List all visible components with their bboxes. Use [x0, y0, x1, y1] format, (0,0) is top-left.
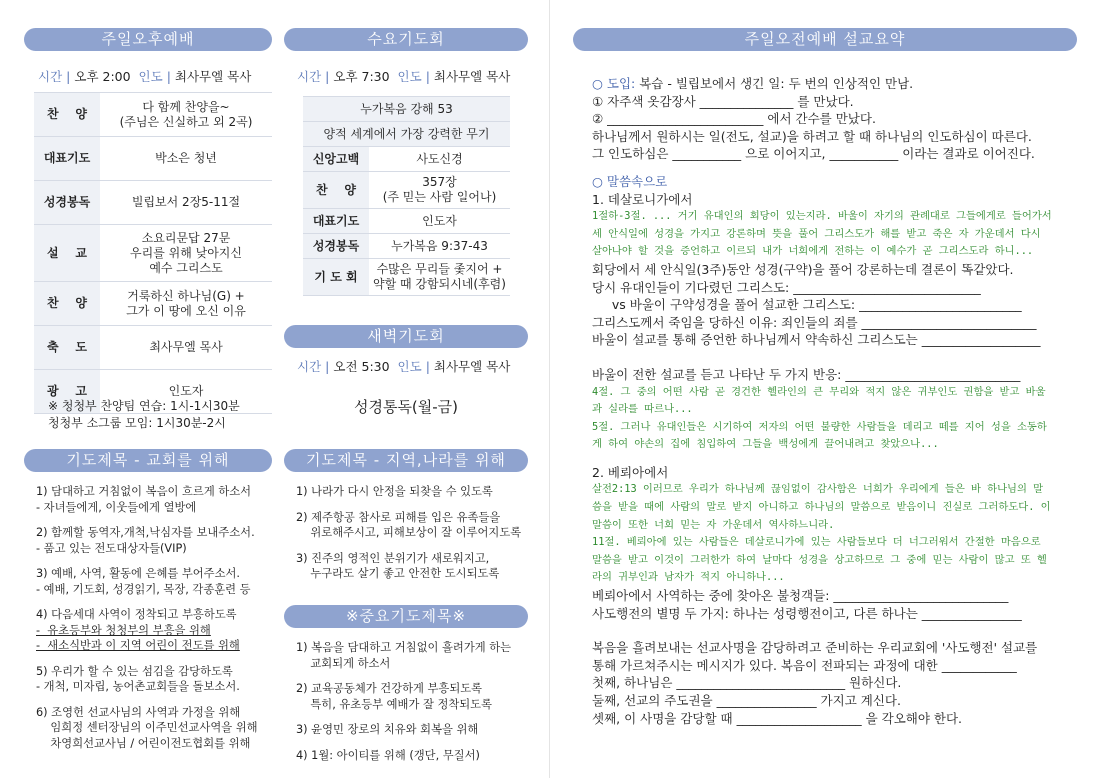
- closing-line: 통해 가르쳐주시는 메시지가 있다. 복음이 전파되는 과정에 대한 ____________: [592, 657, 1017, 673]
- prayer-line: - 예배, 기도회, 성경읽기, 목장, 각종훈련 등: [36, 582, 251, 596]
- sunday-pm-info: 시간 | 오후 2:00 인도 | 최사무엘 목사: [38, 69, 252, 84]
- order-item-label: 찬 양: [34, 282, 100, 326]
- order-header-cell: 누가복음 강해 53: [303, 97, 510, 122]
- order-item-label: 성경봉독: [303, 234, 369, 259]
- prayer-item: [296, 484, 521, 500]
- order-item-value: [100, 137, 272, 181]
- order-item-value: [100, 93, 272, 137]
- prayer-item: [296, 640, 511, 671]
- leader-label: 인도: [397, 69, 422, 84]
- prayer-line: 2) 함께할 동역자,개척,낙심자를 보내주소서.: [36, 526, 255, 539]
- order-header-cell: 양적 세계에서 가장 강력한 무기: [303, 122, 510, 147]
- prayer-item: [36, 705, 258, 752]
- prayer-line: 2) 제주항공 참사로 피해를 입은 유족들을: [296, 510, 501, 524]
- sunday-pm-header: 주일오후예배: [24, 28, 272, 51]
- time-value: 오후 7:30: [333, 69, 390, 84]
- order-item-line: 인도자: [422, 213, 457, 228]
- prayer-item: [296, 681, 511, 712]
- prayer-line: 위로해주시고, 피해보상이 잘 이루어지도록: [296, 526, 522, 539]
- closing-line: 둘째, 선교의 주도권을 ________________ 가지고 계신다.: [592, 693, 901, 708]
- order-item-value: [369, 172, 510, 209]
- intro-line: 그 인도하심은 ___________ 으로 이어지고, ___________ 이라는 결과로 이어진다.: [592, 146, 1035, 162]
- dawn-header: 새벽기도회: [284, 325, 528, 348]
- prayer-item: [296, 748, 511, 764]
- dawn-content: 성경통독(월-금): [353, 398, 459, 416]
- order-row: [303, 172, 510, 209]
- prayer-line: - 자녀들에게, 이웃들에게 열방에: [36, 500, 197, 514]
- prayer-important-header: ※중요기도제목※: [284, 605, 528, 628]
- prayer-line: 차영희선교사님 / 어린이전도협회를 위해: [36, 736, 251, 750]
- prayer-line: - 새소식반과 이 지역 어린이 전도를 위해: [36, 639, 240, 652]
- closing-line: 첫째, 하나님은 ___________________________ 원하신다.: [592, 675, 902, 691]
- prayer-line: 1) 나라가 다시 안정을 되찾을 수 있도록: [296, 485, 493, 498]
- order-item-value: [100, 181, 272, 225]
- prayer-line: 5) 우리가 할 수 있는 섬김을 감당하도록: [36, 664, 233, 678]
- order-row: [303, 259, 510, 296]
- prayer-line: 3) 진주의 영적인 분위기가 새로워지고,: [296, 551, 490, 565]
- time-value: 오후 2:00: [74, 69, 131, 84]
- order-item-line: 박소은 청년: [155, 151, 217, 165]
- part1-line: 회당에서 세 안식일(3주)동안 성경(구약)을 풀어 강론하는데 결론이 똑같았다.: [592, 261, 1014, 277]
- part2-line: 베뢰아에서 사역하는 중에 찾아온 불청객들: ____________________________: [592, 588, 1009, 604]
- order-item-line: 사도신경: [416, 151, 463, 166]
- order-item-value: [100, 225, 272, 282]
- order-header-row: [303, 122, 510, 147]
- prayer-line: 4) 다음세대 사역이 정착되고 부흥하도록: [36, 608, 237, 621]
- sermon-summary: [592, 75, 1052, 727]
- prayer-item: [296, 510, 521, 541]
- order-item-label: 축 도: [34, 326, 100, 370]
- order-item-line: 우리를 위해 낮아지신: [130, 245, 242, 260]
- intro-heading: ○ 도입:: [592, 76, 636, 91]
- order-item-line: 약할 때 강함되시네(후렴): [373, 277, 506, 291]
- leader-value: 최사무엘 목사: [433, 359, 511, 374]
- sunday-pm-order-table: [34, 92, 272, 414]
- order-item-value: [369, 259, 510, 296]
- prayer-nation-list: [296, 484, 521, 592]
- note-line: ※ 청청부 찬양팀 연습: 1시-1시30분: [48, 399, 240, 413]
- prayer-line: 임희정 센터장님의 이주민선교사역을 위해: [36, 721, 258, 734]
- order-item-value: [100, 282, 272, 326]
- prayer-important-list: [296, 640, 511, 773]
- order-item-line: 최사무엘 목사: [149, 340, 223, 354]
- time-value: 오전 5:30: [333, 359, 390, 374]
- order-item-value: [369, 209, 510, 234]
- prayer-church-header: 기도제목 - 교회를 위해: [24, 449, 272, 472]
- part2-line: 사도행전의 별명 두 가지: 하나는 성령행전이고, 다른 하나는 ________________: [592, 605, 1022, 621]
- order-item-label: 성경봉독: [34, 181, 100, 225]
- prayer-item: [36, 664, 258, 695]
- order-item-line: 다 함께 찬양을~: [142, 99, 230, 114]
- order-item-value: [369, 234, 510, 259]
- part1-line: vs 바울이 구약성경을 풀어 설교한 그리스도: __________________________: [592, 297, 1022, 313]
- part2-quote: 살전2:13 이러므로 우리가 하나님께 끊임없이 감사함은 너희가 우리에게 들은 바 하나님의 말씀을 받을 때에 사람의 말로 받지 아니하고 하나님의 말씀으로 받음이니 진실로 그러하도다. 이 말씀이 또한 너희 믿는 자 가운데서 역사하느니라.: [592, 483, 1051, 531]
- order-item-line: 누가복음 9:37-43: [391, 238, 488, 253]
- part1-reaction: 바울이 전한 설교를 듣고 나타난 두 가지 반응: ____________________________: [592, 366, 1021, 382]
- prayer-line: - 유초등부와 청청부의 부흥을 위해: [36, 623, 211, 637]
- order-item-line: 거룩하신 하나님(G) +: [127, 288, 245, 303]
- prayer-nation-header: 기도제목 - 지역,나라를 위해: [284, 449, 528, 472]
- order-item-line: (주님은 신실하고 외 2곡): [119, 114, 253, 129]
- order-row: [303, 234, 510, 259]
- part1-title: 1. 데살로니가에서: [592, 191, 693, 207]
- intro-text: 복습 - 빌립보에서 생긴 일: 두 번의 인상적인 만남.: [635, 76, 914, 91]
- order-item-label: 대표기도: [34, 137, 100, 181]
- sunday-pm-notes: [48, 398, 240, 432]
- order-header-row: [303, 97, 510, 122]
- time-label: 시간: [297, 359, 322, 374]
- sermon-header: 주일오전예배 설교요약: [573, 28, 1077, 51]
- order-item-line: 예수 그리스도: [149, 260, 223, 275]
- leader-label: 인도: [397, 359, 422, 374]
- order-row: [34, 225, 272, 282]
- order-item-label: 기 도 회: [303, 259, 369, 296]
- prayer-line: 교회되게 하소서: [296, 656, 391, 670]
- leader-value: 최사무엘 목사: [433, 69, 511, 84]
- prayer-line: 1) 담대하고 거침없이 복음이 흐르게 하소서: [36, 485, 252, 498]
- prayer-church-list: [36, 484, 258, 761]
- order-item-line: 빌립보서 2장5-11절: [131, 195, 241, 209]
- prayer-line: 특히, 유초등부 예배가 잘 정착되도록: [296, 697, 493, 711]
- intro-line: 하나님께서 원하시는 일(전도, 설교)을 하려고 할 때 하나님의 인도하심이 따른다.: [592, 128, 1032, 144]
- part2-quote2: 11절. 베뢰아에 있는 사람들은 데살로니가에 있는 사람들보다 더 너그러워서 간절한 마음으로 말씀을 받고 이것이 그러한가 하여 날마다 성경을 상고하므로 그 중에 믿는 사람이 많고 또 헬라의 귀부인과 남자가 적지 아니하나...: [592, 536, 1047, 584]
- order-row: [303, 209, 510, 234]
- intro-line: ① 자주색 옷감장사 _______________ 를 만났다.: [592, 93, 854, 109]
- order-item-line: 357장: [422, 175, 457, 189]
- prayer-item: [296, 551, 521, 582]
- order-item-line: 인도자: [168, 384, 204, 398]
- leader-label: 인도: [138, 69, 163, 84]
- time-label: 시간: [38, 69, 63, 84]
- page-divider: [549, 0, 550, 778]
- part1-line: 바울이 설교를 통해 증언한 하나님께서 약속하신 그리스도는 ___________________: [592, 332, 1041, 348]
- part1-line: 당시 유대인들이 기다렸던 그리스도: ______________________________: [592, 279, 981, 295]
- intro-line: ② _________________________ 에서 간수를 만났다.: [592, 111, 876, 127]
- wednesday-order-table: [303, 96, 510, 296]
- prayer-line: 4) 1월: 아이티를 위해 (갱단, 무질서): [296, 748, 480, 762]
- order-row: [34, 137, 272, 181]
- prayer-item: [36, 525, 258, 556]
- prayer-line: 1) 복음을 담대하고 거침없이 흘려가게 하는: [296, 641, 512, 654]
- wednesday-header: 수요기도회: [284, 28, 528, 51]
- prayer-line: 3) 윤영민 장로의 치유와 회복을 위해: [296, 723, 479, 736]
- order-row: [34, 326, 272, 370]
- word-heading: ○ 말씀속으로: [592, 173, 668, 189]
- prayer-line: 누구라도 살기 좋고 안전한 도시되도록: [296, 567, 500, 580]
- note-line: 청청부 소그룹 모임: 1시30분-2시: [48, 416, 226, 430]
- order-row: [303, 147, 510, 172]
- part1-line: 그리스도께서 죽임을 당하신 이유: 죄인들의 죄를 ____________________________: [592, 314, 1037, 330]
- order-row: [34, 93, 272, 137]
- dawn-info: 시간 | 오전 5:30 인도 | 최사무엘 목사: [297, 359, 511, 374]
- order-row: [34, 181, 272, 225]
- prayer-item: [36, 607, 258, 654]
- prayer-line: - 품고 있는 전도대상자들(VIP): [36, 541, 187, 555]
- time-label: 시간: [297, 69, 322, 84]
- part1-quote3: 5절. 그러나 유대인들은 시기하여 저자의 어떤 불량한 사람들을 데리고 떼를 지어 성을 소동하게 하여 야손의 집에 침입하여 그들을 백성에게 끌어내려고 찾았으나...: [592, 420, 1047, 451]
- order-item-line: 소요리문답 27문: [141, 230, 231, 245]
- leader-value: 최사무엘 목사: [174, 69, 252, 84]
- prayer-item: [36, 566, 258, 597]
- prayer-line: 6) 조영헌 선교사님의 사역과 가정을 위해: [36, 705, 241, 719]
- order-item-label: 찬 양: [303, 172, 369, 209]
- prayer-item: [36, 484, 258, 515]
- order-item-label: 광 고: [34, 370, 100, 414]
- closing-line: 복음을 흘려보내는 선교사명을 감당하려고 준비하는 우리교회에 '사도행전' 설교를: [592, 640, 1038, 656]
- prayer-item: [296, 722, 511, 738]
- prayer-line: 3) 예배, 사역, 활동에 은혜를 부어주소서.: [36, 567, 241, 580]
- order-item-line: (주 믿는 사람 일어나): [382, 190, 497, 204]
- order-item-line: 그가 이 땅에 오신 이유: [126, 303, 246, 318]
- part1-quote: 1절하-3절. ... 거기 유대인의 회당이 있는지라. 바울이 자기의 관례대로 그들에게로 들어가서 세 안식일에 성경을 가지고 강론하며 뜻을 풀어 그리스도가 해를 받고 죽은 자 가운데서 다시 살아나야 할 것을 증언하고 이르되 내가 너희에게 전하는 이 예수가 곧 그리스도라 하니...: [592, 210, 1052, 258]
- order-row: [34, 282, 272, 326]
- order-item-label: 대표기도: [303, 209, 369, 234]
- order-item-label: 찬 양: [34, 93, 100, 137]
- wednesday-info: 시간 | 오후 7:30 인도 | 최사무엘 목사: [297, 69, 511, 84]
- prayer-line: - 개척, 미자립, 농어촌교회들을 돌보소서.: [36, 680, 240, 693]
- order-item-label: 신앙고백: [303, 147, 369, 172]
- order-item-line: 수많은 무리들 좇지어 +: [376, 262, 503, 276]
- order-item-value: [100, 326, 272, 370]
- closing-line: 셋째, 이 사명을 감당할 때 ____________________ 을 각오해야 한다.: [592, 710, 963, 726]
- part2-title: 2. 베뢰아에서: [592, 464, 669, 480]
- prayer-line: 2) 교육공동체가 건강하게 부흥되도록: [296, 682, 483, 695]
- order-item-value: [369, 147, 510, 172]
- order-item-label: 설 교: [34, 225, 100, 282]
- part1-quote2: 4절. 그 중의 어떤 사람 곧 경건한 헬라인의 큰 무리와 적지 않은 귀부인도 권함을 받고 바울과 실라를 따르나...: [592, 385, 1046, 416]
